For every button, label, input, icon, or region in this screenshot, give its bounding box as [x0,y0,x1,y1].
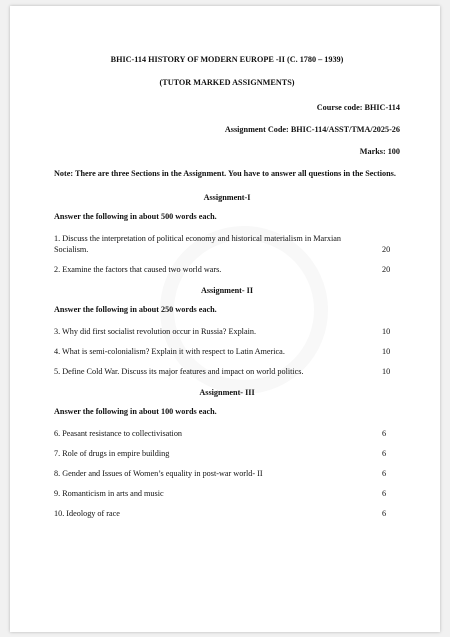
question-item [54,428,400,439]
course-code: Course code: BHIC-114 [316,103,400,112]
question-item [54,488,400,499]
question-text: 9. Romanticism in arts and music [54,489,164,498]
question-marks: 6 [382,489,387,498]
question-item [54,233,400,255]
assignment-code: Assignment Code: BHIC-114/ASST/TMA/2025-26 [224,125,400,134]
section-instruction-3: Answer the following in about 100 words each. [54,407,217,416]
section-instruction-1: Answer the following in about 500 words each. [54,212,217,221]
question-text: 2. Examine the factors that caused two world wars. [54,265,222,274]
question-item [54,508,400,519]
question-text: 1. Discuss the interpretation of political economy and historical materialism in Marxian Socialism. [54,234,341,254]
question-marks: 20 [382,245,391,254]
question-item [54,468,400,479]
question-text: 7. Role of drugs in empire building [54,449,170,458]
question-marks: 10 [382,367,391,376]
question-marks: 10 [382,327,391,336]
question-item [54,264,400,275]
section-heading-1: Assignment-I [203,193,251,202]
total-marks: Marks: 100 [359,147,400,156]
question-item [54,366,400,377]
question-marks: 10 [382,347,391,356]
question-marks: 20 [382,265,391,274]
section-instruction-2: Answer the following in about 250 words each. [54,305,217,314]
assignment-note: Note: There are three Sections in the Assignment. You have to answer all questions in the Sections. [54,169,396,178]
document-page [10,6,440,632]
question-text: 6. Peasant resistance to collectivisation [54,429,183,438]
document-content [54,54,400,528]
question-item [54,326,400,337]
question-marks: 6 [382,509,387,518]
question-text: 8. Gender and Issues of Women’s equality in post-war world- II [54,469,263,478]
question-marks: 6 [382,449,387,458]
question-text: 3. Why did first socialist revolution occur in Russia? Explain. [54,327,257,336]
question-text: 10. Ideology of race [54,509,120,518]
section-heading-2: Assignment- II [200,286,254,295]
document-subtitle: (TUTOR MARKED ASSIGNMENTS) [159,78,295,87]
question-text: 4. What is semi-colonialism? Explain it with respect to Latin America. [54,347,285,356]
question-item [54,346,400,357]
question-marks: 6 [382,429,387,438]
section-heading-3: Assignment- III [199,388,255,397]
question-text: 5. Define Cold War. Discuss its major features and impact on world politics. [54,367,304,376]
document-title: BHIC-114 HISTORY OF MODERN EUROPE -II (C. 1780 – 1939) [110,55,344,64]
question-marks: 6 [382,469,387,478]
question-item [54,448,400,459]
